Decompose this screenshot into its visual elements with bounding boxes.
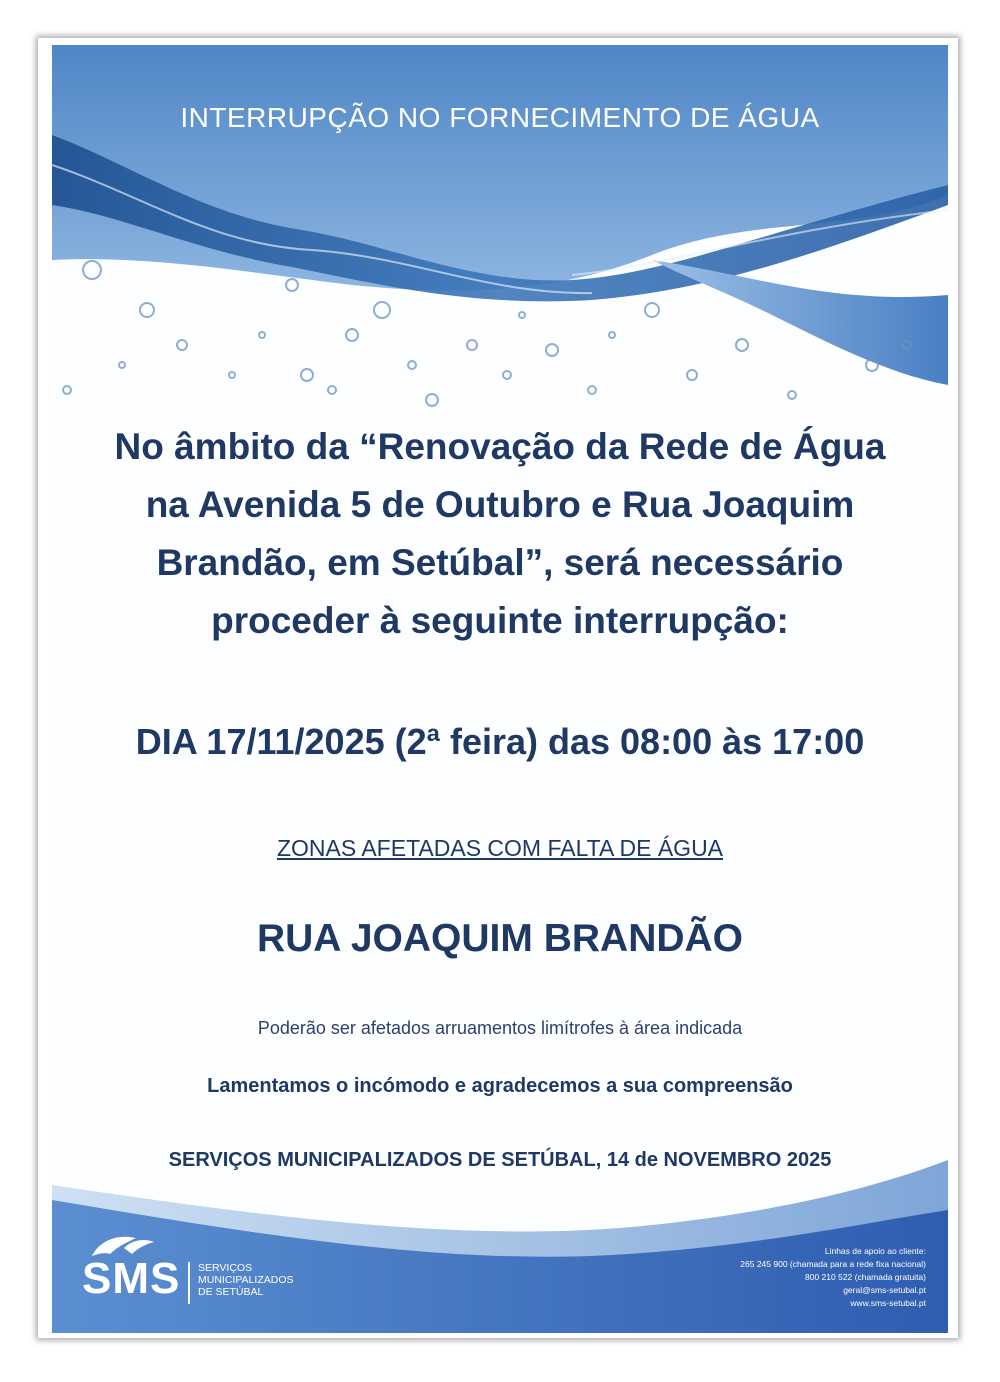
adjacent-streets-note: Poderão ser afetados arruamentos limítrofes à área indicada	[257, 1018, 743, 1038]
notice-title: INTERRUPÇÃO NO FORNECIMENTO DE ÁGUA	[180, 102, 820, 133]
contact-info	[606, 1245, 926, 1310]
intro-line: proceder à seguinte interrupção:	[211, 600, 789, 641]
interruption-date: DIA 17/11/2025 (2ª feira) das 08:00 às 17:00	[135, 721, 865, 762]
logo-wordmark: SMS	[82, 1254, 181, 1303]
sms-logo	[82, 1232, 322, 1312]
intro-line: na Avenida 5 de Outubro e Rua Joaquim	[145, 484, 855, 525]
intro-paragraph	[52, 418, 948, 650]
phone-line-2: 800 210 522 (chamada gratuita)	[805, 1272, 926, 1282]
issuer-signature: SERVIÇOS MUNICIPALIZADOS DE SETÚBAL, 14 de NOVEMBRO 2025	[168, 1149, 832, 1171]
affected-zones-heading: ZONAS AFETADAS COM FALTA DE ÁGUA	[276, 835, 724, 861]
logo-name-line: DE SETÚBAL	[198, 1286, 264, 1298]
logo-divider	[188, 1262, 190, 1304]
contacts-heading: Linhas de apoio ao cliente:	[824, 1246, 926, 1256]
intro-line: Brandão, em Setúbal”, será necessário	[156, 542, 844, 583]
logo-name-line: MUNICIPALIZADOS	[198, 1274, 294, 1286]
intro-line: No âmbito da “Renovação da Rede de Água	[114, 426, 886, 467]
apology-message: Lamentamos o incómodo e agradecemos a sua compreensão	[207, 1075, 793, 1097]
logo-name-line: SERVIÇOS	[198, 1262, 253, 1274]
phone-line-1: 265 245 900 (chamada para a rede fixa nacional)	[740, 1259, 926, 1269]
logo-organization-name	[198, 1262, 293, 1298]
notice-poster	[52, 45, 948, 1333]
email-address: geral@sms-setubal.pt	[843, 1285, 926, 1295]
website-address: www.sms-setubal.pt	[850, 1298, 926, 1308]
affected-street: RUA JOAQUIM BRANDÃO	[256, 917, 744, 960]
